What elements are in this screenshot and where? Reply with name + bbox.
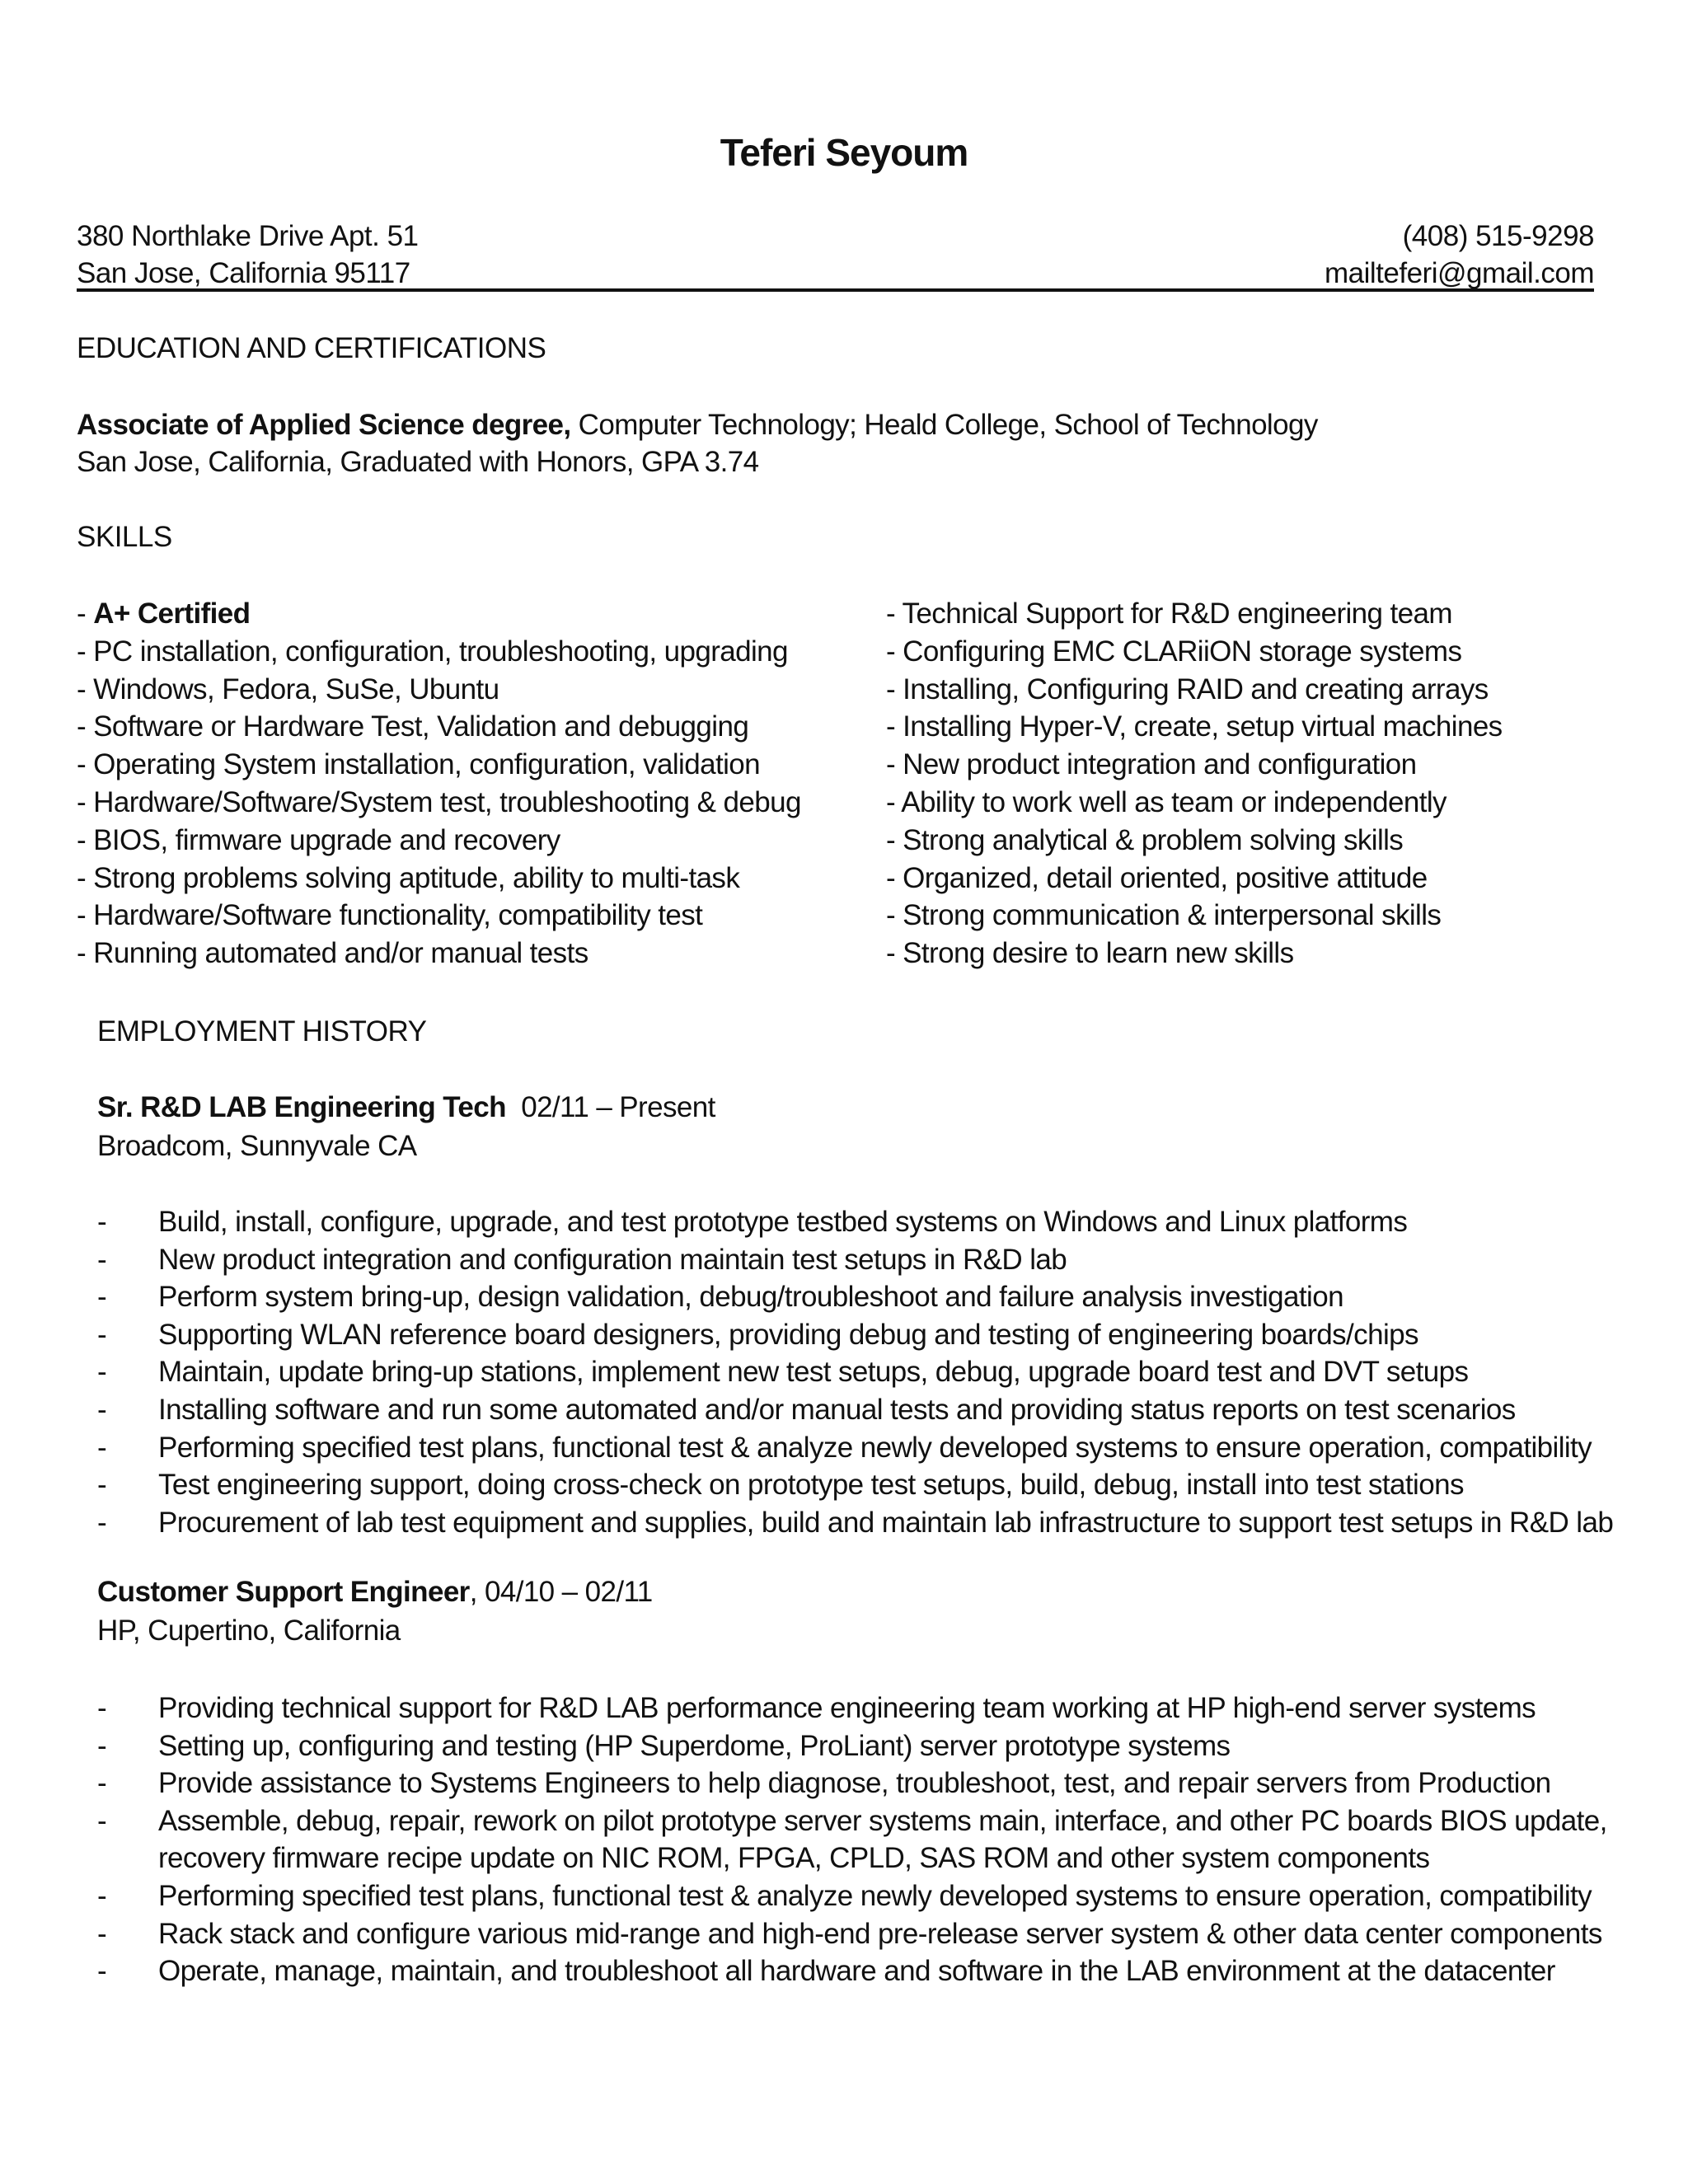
address-line-2: San Jose, California 95117 xyxy=(77,257,410,289)
skill-item: - Strong communication & interpersonal skills xyxy=(886,899,1442,932)
skill-item: - Installing Hyper-V, create, setup virtual machines xyxy=(886,710,1503,743)
degree-name: Associate of Applied Science degree, xyxy=(77,409,571,441)
skill-item: - BIOS, firmware upgrade and recovery xyxy=(77,823,560,856)
skill-item: - Running automated and/or manual tests xyxy=(77,937,588,970)
skills-heading: SKILLS xyxy=(77,521,172,553)
education-heading: EDUCATION AND CERTIFICATIONS xyxy=(77,332,546,364)
job-title-line xyxy=(97,1576,653,1609)
skill-item: - Hardware/Software functionality, compatibility test xyxy=(77,899,703,932)
address-line-1: 380 Northlake Drive Apt. 51 xyxy=(77,220,419,252)
email-link[interactable]: mailteferi@gmail.com xyxy=(1325,257,1594,289)
skill-item: - Ability to work well as team or independently xyxy=(886,785,1447,818)
job-title: Sr. R&D LAB Engineering Tech xyxy=(97,1091,506,1123)
skill-item: - Configuring EMC CLARiiON storage systems xyxy=(886,635,1462,668)
job-title-line xyxy=(97,1091,715,1124)
phone-number: (408) 515-9298 xyxy=(1402,220,1594,252)
skill-item: - Windows, Fedora, SuSe, Ubuntu xyxy=(77,673,499,705)
education-degree-line xyxy=(77,409,1318,442)
degree-details: Computer Technology; Heald College, School of Technology xyxy=(570,409,1318,441)
skill-item: - Operating System installation, configuration, validation xyxy=(77,748,760,781)
skill-item: - Organized, detail oriented, positive attitude xyxy=(886,861,1428,894)
skill-item: - Strong analytical & problem solving skills xyxy=(886,823,1404,856)
employment-heading: EMPLOYMENT HISTORY xyxy=(97,1015,427,1047)
skill-item: - Strong problems solving aptitude, ability to multi-task xyxy=(77,861,740,894)
job-company: Broadcom, Sunnyvale CA xyxy=(97,1130,417,1162)
skill-item: - Technical Support for R&D engineering team xyxy=(886,598,1452,630)
skills-right-column xyxy=(886,595,1503,972)
resume-page: Teferi Seyoum 380 Northlake Drive Apt. 51 San Jose, California 95117 (408) 515-9298 mailteferi@gmail.com EDUCATION AND CERTIFICATIONS Associate of Applied Science degree, Computer Technology; Heald College, School of Technology San Jose, California, Graduated with Honors, GPA 3.74 SKILLS - A+ Certified - PC installation, configuration, troubleshooting, upgrading - Windows, Fedora, SuSe, Ubuntu - Software or Hardware Test, Validation and debugging - Operating System installation, configuration, validation - Hardware/Software/System test, troubleshooting & debug - BIOS, firmware upgrade and recovery - Strong problems solving aptitude, ability to multi-task - Hardware/Software functionality, compatibility test - Running automated and/or manual tests - Technical Support for R&D engineering team - Configuring EMC CLARiiON storage systems - Installing, Configuring RAID and creating arrays - Installing Hyper-V, create, setup virtual machines - New product integration and configuration - Ability to work well as team or independently - Strong analytical & problem solving skills - Organized, detail oriented, positive attitude - Strong communication & interpersonal skills - Strong desire to learn new skills EMPLOYMENT HISTORY Sr. R&D LAB Engineering Tech 02/11 – Present Broadcom, Sunnyvale CA - Build, install, configure, upgrade, and test prototype testbed systems on Windows and Linux platforms - New product integration and configuration maintain test setups in R&D lab - Perform system bring-up, design validation, debug/troubleshoot and failure analysis investigation - Supporting WLAN reference board designers, providing debug and testing of engineering boards/chips - Maintain, update bring-up stations, implement new test setups, debug, upgrade board test and DVT setups - Installing software and run some automated and/or manual tests and providing status reports on test scenarios - Performing specified test plans, functional test & analyze newly developed systems to ensure operation, compatibility - Test engineering support, doing cross-check on prototype test setups, build, debug, install into test stations - Procurement of lab test equipment and supplies, build and maintain lab infrastructure to support test setups in R&D lab Customer Support Engineer, 04/10 – 02/11 HP, Cupertino, California - Providing technical support for R&D LAB performance engineering team working at HP high-end server systems - Setting up, configuring and testing (HP Superdome, ProLiant) server prototype systems - Provide assistance to Systems Engineers to help diagnose, troubleshoot, test, and repair servers from Production - Assemble, debug, repair, rework on pilot prototype server systems main, interface, and other PC boards BIOS update, recovery firmware recipe update on NIC ROM, FPGA, CPLD, SAS ROM and other system components - Performing specified test plans, functional test & analyze newly developed systems to ensure operation, compatibility - Rack stack and configure various mid-range and high-end pre-release server system & other data center components - Operate, manage, maintain, and troubleshoot all hardware and software in the LAB environment at the datacenter xyxy=(0,0,1688,2184)
job-dates: 02/11 – Present xyxy=(505,1091,715,1123)
skill-item: - New product integration and configuration xyxy=(886,748,1417,781)
job-company: HP, Cupertino, California xyxy=(97,1615,401,1647)
job-dates: , 04/10 – 02/11 xyxy=(469,1576,653,1608)
education-location-line: San Jose, California, Graduated with Honors, GPA 3.74 xyxy=(77,446,759,478)
skill-item: - Installing, Configuring RAID and creating arrays xyxy=(886,673,1489,705)
skill-item: - Strong desire to learn new skills xyxy=(886,937,1294,970)
skill-item: - PC installation, configuration, troubleshooting, upgrading xyxy=(77,635,788,668)
skill-item: - Software or Hardware Test, Validation and debugging xyxy=(77,710,749,743)
header-divider xyxy=(77,288,1594,292)
skill-item: - A+ Certified xyxy=(77,598,251,630)
candidate-name: Teferi Seyoum xyxy=(720,131,968,174)
skill-item: - Hardware/Software/System test, troubleshooting & debug xyxy=(77,785,801,818)
skills-left-column xyxy=(77,595,801,972)
job-title: Customer Support Engineer xyxy=(97,1576,470,1608)
